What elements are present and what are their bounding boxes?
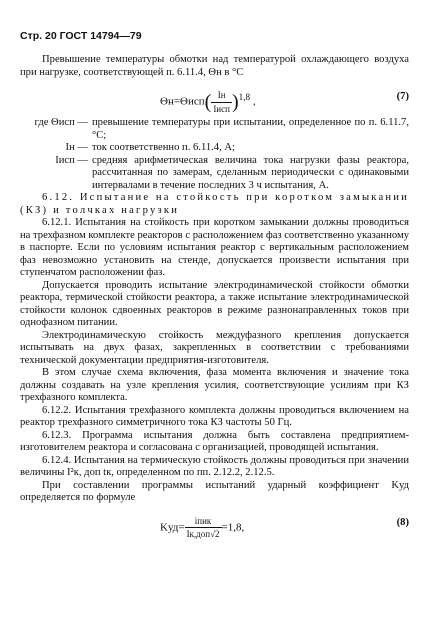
paragraph-electrodynamic: Электродинамическую стойкость междуфазного крепления допускается испытывать на двух фазах, закрепленных в соответствии с требованиями технической документации предприятия-изготовителя. [20, 329, 409, 366]
definition-item: где Θисп — превышение температуры при испытании, определенное по п. 6.11.7, °С; [34, 117, 409, 141]
paragraph-allowed: Допускается проводить испытание электродинамической стойкости обмотки реактора, термической стойкости реактора, а также испытание электродинамической стойкости колонок сдвоенных реакторов в режиме разнонаправленных токов при однофазном питании. [20, 279, 409, 328]
paragraph-program: При составлении программы испытаний ударный коэффициент Kуд определяется по формуле [20, 479, 409, 503]
section-6-12-2: 6.12.2. Испытания трехфазного комплекта должны проводиться включением на реактор трехфазного симметричного тока КЗ частоты 50 Гц. [20, 404, 409, 428]
equation-8-rhs: =1,8, [221, 521, 245, 534]
section-6-12-1: 6.12.1. Испытания на стойкость при коротком замыкании должны проводиться на трехфазном комплекте реакторов с расположением фаз соответственно указанному в паспорте. Если по условиям испытания реактор с вертикальным расположением фаз невозможно установить на стенде, допускается произвести испытания при ступенчатом расположении фаз. [20, 217, 409, 278]
equation-7-number: (7) [396, 91, 409, 102]
equation-7-denominator: Iисп [213, 103, 230, 114]
definition-item: Iн — ток соответственно п. 6.11.4, А; [65, 142, 235, 153]
equation-8-number: (8) [396, 516, 409, 528]
equation-7-numerator: Iн [211, 89, 232, 103]
paragraph-temperature: Превышение температуры обмотки над температурой охлаждающего воздуха при нагрузке, соответствующей п. 6.11.4, Θн в °С [20, 54, 409, 78]
equation-8-formula [160, 515, 244, 541]
equation-7 [20, 81, 409, 115]
section-6-12-3: 6.12.3. Программа испытания должна быть составлена предприятием-изготовителем реактора и согласована с организацией, проводящей испытания. [20, 429, 409, 453]
equation-7-lhs: Θн=Θисп [160, 95, 205, 108]
equation-8-denominator: Iк,доп√2 [186, 529, 220, 539]
equation-8-lhs: Kуд= [160, 521, 185, 534]
body-text [20, 54, 409, 543]
definitions [20, 117, 409, 192]
section-6-12-4: 6.12.4. Испытания на термическую стойкость должны проводиться при значении величины I²к, доп tк, определенном по пп. 2.12.2, 2.12.5. [20, 454, 409, 478]
equation-7-exponent: 1,8 [238, 91, 251, 102]
definition-item: Iисп — средняя арифметическая величина тока нагрузки фазы реактора, рассчитанная по замерам, сделанным периодически с одинаковыми интервалами в течение последних 3 ч испытания, А. [55, 154, 409, 191]
page-header: Стр. 20 ГОСТ 14794—79 [20, 30, 142, 42]
equation-8 [20, 507, 409, 541]
paragraph-case: В этом случае схема включения, фаза момента включения и значение тока должны создавать на узле крепления усилия, соответствующие усилиям при КЗ трехфазного комплекта. [20, 367, 409, 403]
section-6-12-title: 6.12. Испытание на стойкость при коротком замыкании (КЗ) и толчках нагрузки [20, 192, 409, 216]
equation-7-formula: Θн=Θисп( $\frac{Iн}{\text{Iисп}}$ )$^{1,8}$ , [160, 90, 256, 114]
equation-8-numerator: iпик [185, 515, 222, 529]
